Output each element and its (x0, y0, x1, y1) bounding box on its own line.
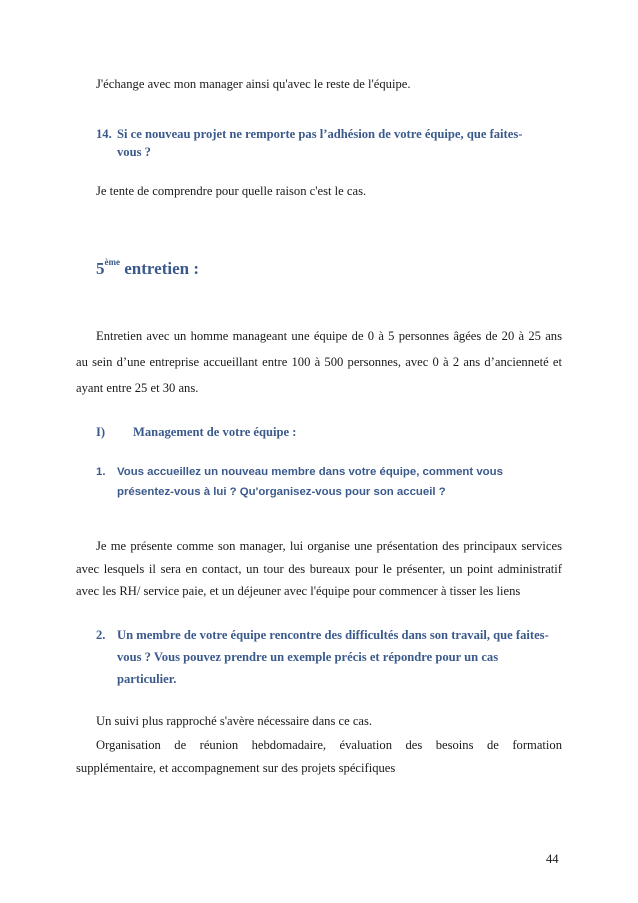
question-14-line1: Si ce nouveau projet ne remporte pas l’adhésion de votre équipe, que faites- (117, 127, 523, 141)
intro-paragraph-line2: au sein d’une entreprise accueillant entre 100 à 500 personnes, avec 0 à 2 ans d’ancienneté et (76, 355, 562, 369)
question-2-line2: vous ? Vous pouvez prendre un exemple précis et répondre pour un cas (117, 650, 499, 664)
question-2-line1: Un membre de votre équipe rencontre des difficultés dans son travail, que faites- (117, 628, 549, 642)
section-title-superscript: ème (104, 257, 120, 268)
section-title-number: 5 (96, 259, 105, 278)
answer-2-line1: Un suivi plus rapproché s'avère nécessaire dans ce cas. (96, 714, 373, 728)
question-2-number: 2. (96, 628, 106, 642)
question-2-line3: particulier. (117, 672, 177, 686)
section-title-text: entretien : (124, 259, 199, 278)
question-14-line2: vous ? (117, 145, 151, 159)
answer-1-line3: avec les RH/ service paie, et un déjeuner avec l'équipe pour commencer à tisser les liens (76, 584, 521, 598)
question-14-number: 14. (96, 127, 112, 141)
answer-2-line2: Organisation de réunion hebdomadaire, évaluation des besoins de formation (96, 738, 562, 752)
page-number: 44 (546, 852, 559, 866)
answer-2-line3: supplémentaire, et accompagnement sur des projets spécifiques (76, 761, 396, 775)
question-1-line1: Vous accueillez un nouveau membre dans votre équipe, comment vous (117, 466, 503, 478)
subsection-title: Management de votre équipe : (133, 425, 297, 439)
question-1-line2: présentez-vous à lui ? Qu'organisez-vous pour son accueil ? (117, 486, 446, 498)
answer-1-line1: Je me présente comme son manager, lui organise une présentation des principaux services (96, 539, 562, 553)
intro-line: J'échange avec mon manager ainsi qu'avec le reste de l'équipe. (96, 77, 411, 91)
question-1-number: 1. (96, 466, 106, 478)
answer-14: Je tente de comprendre pour quelle raison c'est le cas. (96, 184, 367, 198)
section-title (96, 259, 199, 279)
subsection-number: I) (96, 425, 106, 439)
answer-1-line2: avec lesquels il sera en contact, un tour des bureaux pour le présenter, un point administratif (76, 562, 562, 576)
intro-paragraph-line3: ayant entre 25 et 30 ans. (76, 381, 199, 395)
intro-paragraph-line1: Entretien avec un homme manageant une équipe de 0 à 5 personnes âgées de 20 à 25 ans (96, 329, 562, 343)
